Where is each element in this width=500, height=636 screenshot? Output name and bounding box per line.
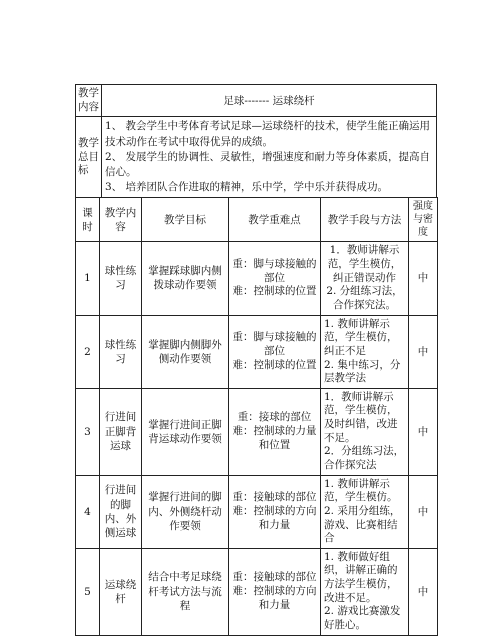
lesson-goal: 掌握踩球脚内侧拨球动作要领 <box>142 242 229 315</box>
lesson-intensity: 中 <box>409 315 438 388</box>
lesson-goal: 掌握行进间的脚内、外侧绕杆动作要领 <box>142 475 229 548</box>
keypoint-difficult: 难：控制球的力量和位置 <box>232 424 317 451</box>
lesson-goal: 结合中考足球绕杆考试方法与流程 <box>142 548 229 635</box>
method-item: 1. 教师讲解示范，学生模仿。 <box>324 477 398 504</box>
goals-label: 教学总目标 <box>76 117 102 198</box>
lesson-goal: 掌握行进间正脚背运球动作要领 <box>142 388 229 475</box>
lesson-plan-document <box>75 84 437 636</box>
lesson-methods <box>321 548 409 635</box>
lesson-intensity: 中 <box>409 242 438 315</box>
col-header-keypoints: 教学重难点 <box>229 198 321 242</box>
goal-item: 3、 培养团队合作进取的精神，乐中学，学中乐并获得成功。 <box>105 181 389 194</box>
lesson-keypoints <box>229 315 321 388</box>
col-header-intensity: 强度与密度 <box>409 198 438 242</box>
lesson-goal: 掌握脚内侧脚外侧动作要领 <box>142 315 229 388</box>
lesson-methods <box>321 475 409 548</box>
method-item: 2. 游戏比赛激发好胜心。 <box>324 605 401 632</box>
lesson-keypoints <box>229 388 321 475</box>
lesson-number: 5 <box>76 548 100 635</box>
table-row <box>76 475 438 548</box>
content-value: 足球------- 运球绕杆 <box>102 85 437 117</box>
lesson-content: 行进间的脚内、外侧运球 <box>100 475 142 548</box>
keypoint-important: 重：接触球的部位 <box>232 491 317 504</box>
method-item: 1. 教师讲解示范，学生模仿，纠正不足 <box>324 317 398 357</box>
goal-item: 2、 发展学生的协调性、灵敏性，增强速度和耐力等身体素质，提高自信心。 <box>105 150 431 178</box>
table-row <box>76 315 438 388</box>
lesson-content: 球性练习 <box>100 242 142 315</box>
keypoint-difficult: 难：控制球的方向和力量 <box>232 584 317 611</box>
lesson-intensity: 中 <box>409 475 438 548</box>
col-header-lesson: 课时 <box>76 198 100 242</box>
col-header-content: 教学内容 <box>100 198 142 242</box>
table-row <box>76 242 438 315</box>
method-item: 2. 集中练习，分层教学法 <box>324 358 401 385</box>
keypoint-important: 重：接球的部位 <box>237 411 312 424</box>
lesson-methods <box>321 242 409 315</box>
lesson-number: 2 <box>76 315 100 388</box>
method-item: 1. 教师做好组织，讲解正确的方法学生模仿，改进不足。 <box>324 550 398 604</box>
table-header-row <box>76 198 438 242</box>
col-header-goal: 教学目标 <box>142 198 229 242</box>
lesson-keypoints <box>229 242 321 315</box>
keypoint-important: 重：脚与球接触的部位 <box>232 331 317 357</box>
lesson-number: 4 <box>76 475 100 548</box>
lesson-number: 1 <box>76 242 100 315</box>
content-label: 教学内容 <box>76 85 102 117</box>
table-row <box>76 388 438 475</box>
lesson-table <box>75 197 438 635</box>
lesson-methods <box>321 315 409 388</box>
lesson-number: 3 <box>76 388 100 475</box>
keypoint-important: 重：接触球的部位 <box>232 571 317 584</box>
keypoint-important: 重：脚与球接触的部位 <box>232 258 317 284</box>
header-table <box>75 84 437 198</box>
keypoint-difficult: 难：控制球的方向和力量 <box>232 504 317 531</box>
lesson-content: 球性练习 <box>100 315 142 388</box>
keypoint-difficult: 难：控制球的位置 <box>232 358 317 371</box>
method-item: 1．教师讲解示范，学生模仿，及时纠错，改进不足。 <box>324 390 398 444</box>
goals-list <box>102 117 437 198</box>
lesson-keypoints <box>229 475 321 548</box>
method-item: 1．教师讲解示范，学生模仿，纠正错误动作 <box>327 244 402 284</box>
method-item: 2. 分组练习法，合作探究法。 <box>326 285 403 311</box>
keypoint-difficult: 难：控制球的位置 <box>232 285 317 298</box>
col-header-methods: 教学手段与方法 <box>321 198 409 242</box>
lesson-methods <box>321 388 409 475</box>
lesson-intensity: 中 <box>409 388 438 475</box>
goal-item: 1、 教会学生中考体育考试足球—运球绕杆的技术，使学生能正确运用技术动作在考试中取得优异的成绩。 <box>105 120 431 148</box>
lesson-intensity: 中 <box>409 548 438 635</box>
method-item: 2. 采用分组练，游戏、比赛相结合 <box>324 504 401 545</box>
table-row <box>76 548 438 635</box>
lesson-content: 运球绕杆 <box>100 548 142 635</box>
method-item: 2．分组练习法，合作探究法 <box>324 445 405 471</box>
lesson-content: 行进间正脚背运球 <box>100 388 142 475</box>
lesson-keypoints <box>229 548 321 635</box>
